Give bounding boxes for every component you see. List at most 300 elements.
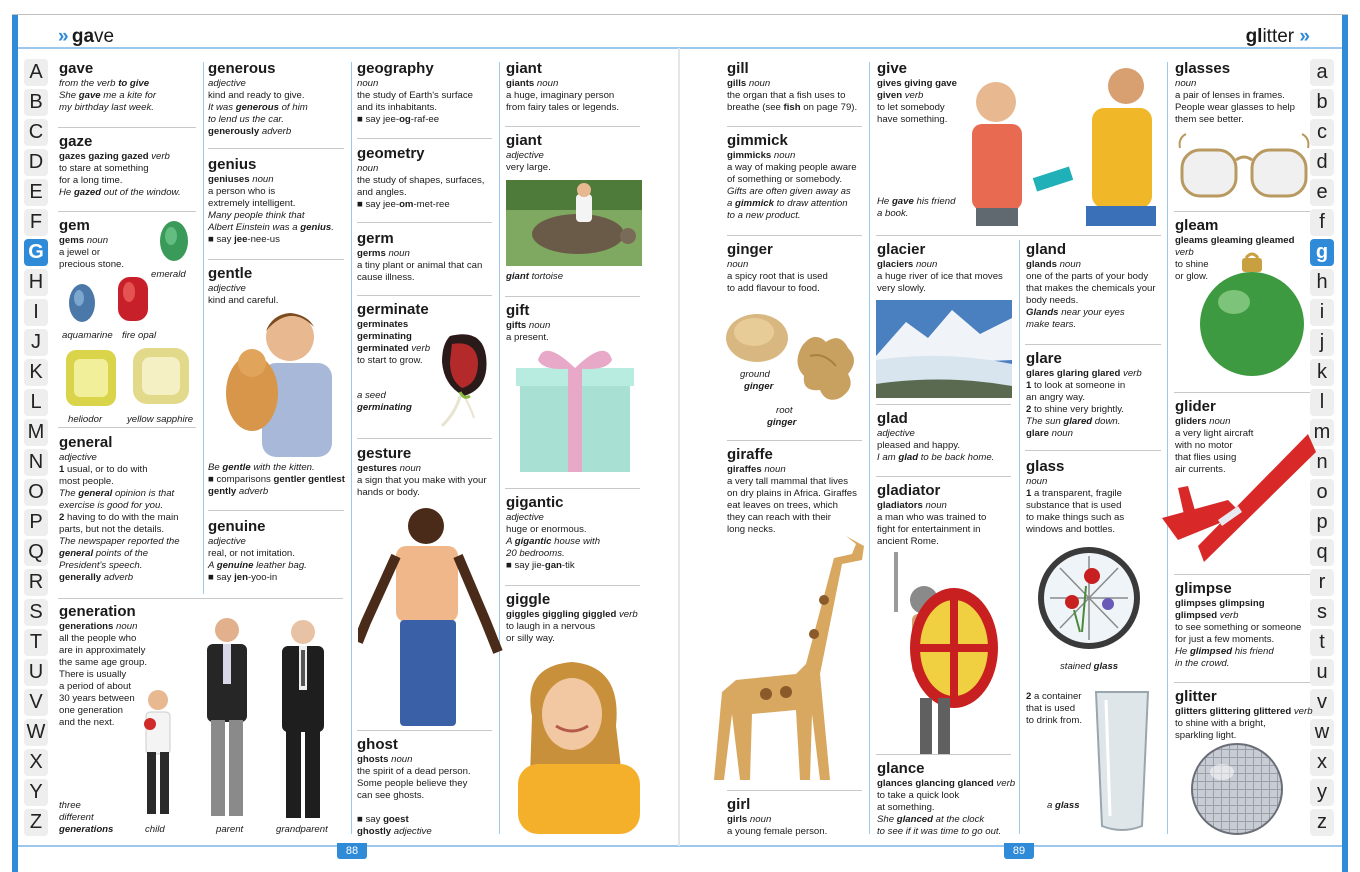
entry-giant-adjective bbox=[506, 133, 551, 174]
drinking-glass-image bbox=[1092, 688, 1152, 834]
definition-text: eat leaves on trees, which bbox=[727, 500, 838, 511]
guide-word-right-rest: itter bbox=[1262, 26, 1295, 47]
entry-divider bbox=[727, 126, 862, 127]
example-text: genuine bbox=[216, 560, 254, 571]
fire-opal-image bbox=[115, 274, 151, 324]
sense-number: 2 bbox=[1026, 691, 1032, 702]
definition-text: usual, or to do with bbox=[64, 464, 148, 475]
pronunciation: ■ say jee- bbox=[357, 199, 400, 210]
part-of-speech: noun bbox=[761, 464, 786, 475]
word-forms: gladiators bbox=[877, 500, 923, 511]
definition-text: on page 79). bbox=[800, 102, 858, 113]
definition-text: for a long time. bbox=[59, 175, 123, 186]
alphabet-tab-m[interactable]: M bbox=[24, 419, 48, 446]
definition-text: one of the parts of your body bbox=[1026, 271, 1149, 282]
part-of-speech: verb bbox=[1291, 706, 1313, 717]
derived-word: ghostly bbox=[357, 826, 392, 837]
guide-word-left-rest: ve bbox=[94, 26, 115, 47]
definition-text: a pair of lenses in frames. bbox=[1175, 90, 1285, 101]
emerald-image bbox=[157, 218, 191, 264]
alphabet-tab-r[interactable]: r bbox=[1310, 569, 1334, 596]
part-of-speech: verb bbox=[408, 343, 431, 354]
definition-text: to start to grow. bbox=[357, 355, 423, 366]
example-text: He bbox=[59, 187, 74, 198]
definition-text: and its inhabitants. bbox=[357, 102, 438, 113]
definition-text: a jewel or bbox=[59, 247, 101, 258]
cross-reference: fish bbox=[783, 102, 801, 113]
entry-divider bbox=[208, 259, 344, 260]
example-text: Glands bbox=[1026, 307, 1059, 318]
pronunciation: ■ say bbox=[357, 814, 384, 825]
part-of-speech: noun bbox=[397, 463, 422, 474]
definition-text: long necks. bbox=[727, 524, 776, 535]
page-number-right: 89 bbox=[1004, 843, 1034, 859]
definition-text: all the people who bbox=[59, 633, 137, 644]
headword: giant bbox=[506, 60, 542, 77]
alphabet-tab-q[interactable]: Q bbox=[24, 539, 48, 566]
definition-text: with no motor bbox=[1175, 440, 1233, 451]
alphabet-tab-w[interactable]: w bbox=[1310, 719, 1334, 746]
entry-glacier bbox=[877, 242, 1003, 295]
headword: geometry bbox=[357, 145, 425, 162]
caption-grandparent: grandparent bbox=[276, 824, 328, 835]
definition-text: that makes the chemicals your bbox=[1026, 283, 1156, 294]
sense-number: 1 bbox=[1026, 380, 1032, 391]
word-forms: germinating bbox=[357, 331, 412, 342]
alphabet-tab-s[interactable]: S bbox=[24, 599, 48, 626]
part-of-speech: adjective bbox=[391, 826, 432, 837]
definition-text: to drink from. bbox=[1026, 715, 1082, 726]
entry-divider bbox=[876, 476, 1011, 477]
part-of-speech: noun bbox=[357, 78, 379, 89]
example-text: glad bbox=[898, 452, 919, 463]
headword: germ bbox=[357, 230, 394, 247]
part-of-speech: noun bbox=[1048, 428, 1073, 439]
entry-divider bbox=[505, 488, 640, 489]
pronunciation: -tik bbox=[561, 560, 575, 571]
alphabet-tab-q[interactable]: q bbox=[1310, 539, 1334, 566]
entry-ginger bbox=[727, 242, 828, 295]
entry-divider bbox=[1174, 392, 1310, 393]
alphabet-tab-n[interactable]: n bbox=[1310, 449, 1334, 476]
entry-gem bbox=[59, 218, 124, 271]
gift-box-image bbox=[514, 342, 636, 476]
alphabet-tab-d[interactable]: D bbox=[24, 149, 48, 176]
example-text: glared bbox=[1063, 416, 1093, 427]
headword: giggle bbox=[506, 591, 551, 608]
definition-text: to stare at something bbox=[59, 163, 149, 174]
definition-text: a very light aircraft bbox=[1175, 428, 1254, 439]
definition-text: a transparent, fragile bbox=[1031, 488, 1123, 499]
alphabet-tab-o[interactable]: o bbox=[1310, 479, 1334, 506]
part-of-speech: noun bbox=[771, 150, 796, 161]
word-forms: gliders bbox=[1175, 416, 1207, 427]
part-of-speech: noun bbox=[747, 814, 772, 825]
alphabet-tab-t[interactable]: t bbox=[1310, 629, 1334, 656]
headword: gland bbox=[1026, 241, 1066, 258]
example-text: He bbox=[1175, 646, 1190, 657]
example-text: gazed bbox=[73, 187, 102, 198]
caption-yellow-sapphire: yellow sapphire bbox=[127, 414, 194, 425]
pronunciation: ■ say jie- bbox=[506, 560, 545, 571]
definition-text: for just a few moments. bbox=[1175, 634, 1275, 645]
part-of-speech: verb bbox=[148, 151, 170, 162]
alphabet-tab-y[interactable]: Y bbox=[24, 779, 48, 806]
headword: glare bbox=[1026, 350, 1062, 367]
part-of-speech: adjective bbox=[208, 78, 246, 89]
alphabet-tab-g[interactable]: g bbox=[1310, 239, 1334, 266]
example-text: house with bbox=[551, 536, 601, 547]
example-text: The bbox=[59, 488, 79, 499]
entry-divider bbox=[58, 127, 196, 128]
alphabet-tab-l[interactable]: l bbox=[1310, 389, 1334, 416]
caption-give: his friend bbox=[913, 196, 956, 207]
alphabet-tab-c[interactable]: C bbox=[24, 119, 48, 146]
alphabet-tab-i[interactable]: I bbox=[24, 299, 48, 326]
word-forms: given bbox=[877, 90, 903, 101]
caption-generations: different bbox=[59, 812, 94, 823]
caption-root-ginger: root bbox=[776, 405, 793, 416]
book-spine bbox=[678, 48, 680, 846]
sense-number: 1 bbox=[1026, 488, 1032, 499]
grammar-note: gentler gentlest bbox=[273, 474, 345, 485]
definition-text: to look at someone in bbox=[1031, 380, 1126, 391]
footer-rule bbox=[18, 845, 1342, 847]
part-of-speech: noun bbox=[746, 78, 771, 89]
entry-glasses bbox=[1175, 61, 1295, 126]
guide-word-right-bold: gl bbox=[1245, 26, 1263, 47]
example-text: exercise is good for you. bbox=[59, 500, 163, 511]
entry-give bbox=[877, 61, 957, 126]
pronunciation: om bbox=[399, 199, 414, 210]
word-forms: gems bbox=[59, 235, 85, 246]
part-of-speech: adverb bbox=[259, 126, 292, 137]
headword: giraffe bbox=[727, 446, 773, 463]
definition-text: of something or somebody. bbox=[727, 174, 843, 185]
definition-text: a very tall mammal that lives bbox=[727, 476, 849, 487]
alphabet-tab-g[interactable]: G bbox=[24, 239, 48, 266]
entry-geography bbox=[357, 61, 473, 126]
derived-word: glare bbox=[1026, 428, 1049, 439]
definition-text: at something. bbox=[877, 802, 935, 813]
pronunciation: ■ say bbox=[208, 234, 235, 245]
entry-gigantic bbox=[506, 495, 600, 572]
alphabet-tab-e[interactable]: e bbox=[1310, 179, 1334, 206]
derived-word: generally bbox=[59, 572, 102, 583]
example-text: my birthday last week. bbox=[59, 102, 154, 113]
example-text: to lend us the car. bbox=[208, 114, 284, 125]
alphabet-tab-a[interactable]: A bbox=[24, 59, 48, 86]
definition-text: substance that is used bbox=[1026, 500, 1122, 511]
definition-text: the organ that a fish uses to bbox=[727, 90, 846, 101]
alphabet-tab-f[interactable]: F bbox=[24, 209, 48, 236]
headword: glider bbox=[1175, 398, 1216, 415]
alphabet-tab-v[interactable]: v bbox=[1310, 689, 1334, 716]
glasses-image bbox=[1176, 130, 1312, 202]
part-of-speech: noun bbox=[84, 235, 109, 246]
definition-text: an angry way. bbox=[1026, 392, 1086, 403]
example-text: 20 bedrooms. bbox=[506, 548, 565, 559]
entry-divider bbox=[505, 296, 640, 297]
alphabet-tab-h[interactable]: h bbox=[1310, 269, 1334, 296]
alphabet-tab-b[interactable]: b bbox=[1310, 89, 1334, 116]
guide-word-left-bold: ga bbox=[71, 26, 95, 47]
definition-text: to give bbox=[118, 78, 150, 89]
example-text: The sun bbox=[1026, 416, 1064, 427]
entry-gift bbox=[506, 303, 550, 344]
alphabet-tab-x[interactable]: X bbox=[24, 749, 48, 776]
grammar-note: ■ comparisons bbox=[208, 474, 274, 485]
entry-glimpse bbox=[1175, 581, 1301, 670]
part-of-speech: noun bbox=[113, 621, 138, 632]
alphabet-tab-l[interactable]: L bbox=[24, 389, 48, 416]
boys-giving-gift-image bbox=[966, 64, 1160, 226]
entry-girl bbox=[727, 797, 827, 838]
part-of-speech: noun bbox=[1175, 78, 1197, 89]
entry-general bbox=[59, 435, 180, 584]
part-of-speech: noun bbox=[249, 174, 274, 185]
entry-gladiator bbox=[877, 483, 986, 548]
alphabet-tab-n[interactable]: N bbox=[24, 449, 48, 476]
pronunciation: jee bbox=[234, 234, 248, 245]
entry-divider bbox=[357, 295, 492, 296]
headword: gleam bbox=[1175, 217, 1219, 234]
word-forms: gifts bbox=[506, 320, 527, 331]
boy-with-kitten-image bbox=[212, 305, 342, 457]
alphabet-tab-u[interactable]: u bbox=[1310, 659, 1334, 686]
alphabet-tab-k[interactable]: K bbox=[24, 359, 48, 386]
top-border bbox=[12, 14, 1348, 15]
word-forms: germs bbox=[357, 248, 386, 259]
part-of-speech: verb bbox=[1175, 247, 1194, 258]
definition-text: to shine with a bright, bbox=[1175, 718, 1266, 729]
example-text: a bbox=[727, 198, 736, 209]
alphabet-tab-o[interactable]: O bbox=[24, 479, 48, 506]
definition-text: a sign that you make with your bbox=[357, 475, 487, 486]
example-text: leather bag. bbox=[253, 560, 307, 571]
alphabet-tab-u[interactable]: U bbox=[24, 659, 48, 686]
definition-text: to take a quick look bbox=[877, 790, 960, 801]
word-forms: gestures bbox=[357, 463, 397, 474]
example-text: Many people think that bbox=[208, 210, 305, 221]
alphabet-tab-z[interactable]: z bbox=[1310, 809, 1334, 836]
headword: generous bbox=[208, 60, 276, 77]
definition-text: kind and ready to give. bbox=[208, 90, 305, 101]
alphabet-tab-t[interactable]: T bbox=[24, 629, 48, 656]
part-of-speech: verb bbox=[1217, 610, 1239, 621]
definition-text: hands or body. bbox=[357, 487, 420, 498]
headword: gimmick bbox=[727, 132, 788, 149]
headword: germinate bbox=[357, 301, 429, 318]
word-forms: glands bbox=[1026, 259, 1057, 270]
headword: glimpse bbox=[1175, 580, 1232, 597]
headword: gem bbox=[59, 217, 90, 234]
alphabet-tab-i[interactable]: i bbox=[1310, 299, 1334, 326]
column-separator bbox=[203, 62, 204, 594]
example-text: A bbox=[208, 560, 217, 571]
entry-glitter bbox=[1175, 689, 1313, 742]
definition-text: to shine very brightly. bbox=[1031, 404, 1124, 415]
entry-gaze bbox=[59, 134, 181, 199]
example-text: Be bbox=[208, 462, 223, 473]
pronunciation: ■ say jee- bbox=[357, 114, 400, 125]
column-separator bbox=[1019, 240, 1020, 834]
alphabet-tab-j[interactable]: j bbox=[1310, 329, 1334, 356]
entry-divider bbox=[58, 211, 196, 212]
caption-give: gave bbox=[891, 196, 914, 207]
definition-text: kind and careful. bbox=[208, 295, 279, 306]
alphabet-tab-x[interactable]: x bbox=[1310, 749, 1334, 776]
definition-text: a period of about bbox=[59, 681, 132, 692]
entry-divider bbox=[357, 138, 492, 139]
headword: gift bbox=[506, 302, 530, 319]
definition-text: to make things such as bbox=[1026, 512, 1125, 523]
example-text: down. bbox=[1092, 416, 1121, 427]
headword: ginger bbox=[727, 241, 773, 258]
headword: gesture bbox=[357, 445, 412, 462]
caption-giant-tortoise: tortoise bbox=[528, 271, 564, 282]
definition-text: a spicy root that is used bbox=[727, 271, 828, 282]
definition-text: to add flavour to food. bbox=[727, 283, 820, 294]
heliodor-image bbox=[63, 347, 119, 409]
entry-divider bbox=[357, 438, 492, 439]
entry-divider bbox=[727, 790, 862, 791]
definition-text: a huge, imaginary person bbox=[506, 90, 615, 101]
entry-divider bbox=[1174, 682, 1310, 683]
entry-giggle bbox=[506, 592, 638, 645]
headword: genuine bbox=[208, 518, 266, 535]
alphabet-tab-f[interactable]: f bbox=[1310, 209, 1334, 236]
alphabet-tab-s[interactable]: s bbox=[1310, 599, 1334, 626]
headword: gave bbox=[59, 60, 94, 77]
headword: glad bbox=[877, 410, 908, 427]
headword: genius bbox=[208, 156, 257, 173]
example-text: to see if it was time to go out. bbox=[877, 826, 1002, 837]
example-text: gigantic bbox=[514, 536, 552, 547]
alphabet-tab-j[interactable]: J bbox=[24, 329, 48, 356]
definition-text: precious stone. bbox=[59, 259, 125, 270]
pronunciation: -yoo-in bbox=[247, 572, 278, 583]
headword: gaze bbox=[59, 133, 93, 150]
example-text: to a new product. bbox=[727, 210, 801, 221]
alphabet-tab-h[interactable]: H bbox=[24, 269, 48, 296]
yellow-sapphire-image bbox=[130, 345, 192, 407]
parent-image bbox=[195, 614, 259, 822]
example-text: A bbox=[506, 536, 515, 547]
alphabet-tab-c[interactable]: c bbox=[1310, 119, 1334, 146]
example-text: glanced bbox=[896, 814, 934, 825]
headword: glasses bbox=[1175, 60, 1231, 77]
alphabet-tab-a[interactable]: a bbox=[1310, 59, 1334, 86]
word-forms: girls bbox=[727, 814, 748, 825]
definition-text: having to do with the main bbox=[64, 512, 179, 523]
caption-fire-opal: fire opal bbox=[122, 330, 157, 341]
entry-ghost bbox=[357, 737, 471, 838]
alphabet-tab-p[interactable]: p bbox=[1310, 509, 1334, 536]
caption-generations: three bbox=[59, 800, 81, 811]
headword: giant bbox=[506, 132, 542, 149]
chevron-right-icon: » bbox=[58, 26, 67, 47]
caption-give: He bbox=[877, 196, 892, 207]
alphabet-tab-d[interactable]: d bbox=[1310, 149, 1334, 176]
word-forms: germinated bbox=[357, 343, 409, 354]
definition-text: from fairy tales or legends. bbox=[506, 102, 620, 113]
part-of-speech: adjective bbox=[506, 512, 544, 523]
word-forms: gazes gazing gazed bbox=[59, 151, 149, 162]
part-of-speech: adjective bbox=[208, 283, 246, 294]
part-of-speech: adjective bbox=[208, 536, 246, 547]
pronunciation: jen bbox=[234, 572, 248, 583]
definition-text: huge or enormous. bbox=[506, 524, 587, 535]
part-of-speech: noun bbox=[526, 320, 551, 331]
derived-word: gently bbox=[208, 486, 237, 497]
definition-text: the study of Earth's surface bbox=[357, 90, 473, 101]
example-text: make tears. bbox=[1026, 319, 1077, 330]
caption-giant-tortoise: giant bbox=[506, 271, 529, 282]
alphabet-tab-v[interactable]: V bbox=[24, 689, 48, 716]
alphabet-tab-r[interactable]: R bbox=[24, 569, 48, 596]
example-text: out of the window. bbox=[101, 187, 181, 198]
headword: gill bbox=[727, 60, 749, 77]
definition-text: or silly way. bbox=[506, 633, 555, 644]
alphabet-tab-y[interactable]: y bbox=[1310, 779, 1334, 806]
part-of-speech: noun bbox=[388, 754, 413, 765]
definition-text: Some people believe they bbox=[357, 778, 468, 789]
part-of-speech: adjective bbox=[506, 150, 544, 161]
entry-divider bbox=[727, 440, 862, 441]
caption-glass: glass bbox=[1055, 800, 1080, 811]
definition-text: ancient Rome. bbox=[877, 536, 939, 547]
entry-divider bbox=[505, 585, 640, 586]
part-of-speech: noun bbox=[1206, 416, 1231, 427]
entry-gill bbox=[727, 61, 857, 114]
alphabet-tab-m[interactable]: m bbox=[1310, 419, 1334, 446]
headword: gentle bbox=[208, 265, 253, 282]
definition-text: to see something or someone bbox=[1175, 622, 1302, 633]
caption-give: a book. bbox=[877, 208, 909, 219]
example-text: Albert Einstein was a bbox=[208, 222, 301, 233]
guide-word-right bbox=[1246, 26, 1308, 48]
entry-generation bbox=[59, 604, 147, 729]
example-text: gave bbox=[78, 90, 101, 101]
alphabet-tab-z[interactable]: Z bbox=[24, 809, 48, 836]
caption-emerald: emerald bbox=[151, 269, 186, 280]
alphabet-tab-w[interactable]: W bbox=[24, 719, 48, 746]
pronunciation: og bbox=[399, 114, 411, 125]
entry-germ bbox=[357, 231, 482, 284]
ground-ginger-image bbox=[724, 302, 790, 366]
entry-glass bbox=[1026, 459, 1124, 536]
derived-word: generously bbox=[208, 126, 260, 137]
caption-root-ginger: ginger bbox=[767, 417, 797, 428]
entry-divider bbox=[357, 222, 492, 223]
disco-ball-image bbox=[1190, 742, 1284, 836]
alphabet-tab-e[interactable]: E bbox=[24, 179, 48, 206]
example-text: near your eyes bbox=[1058, 307, 1125, 318]
example-text: generous bbox=[235, 102, 279, 113]
example-text: to draw attention bbox=[773, 198, 848, 209]
example-text: genius bbox=[300, 222, 332, 233]
definition-text: a young female person. bbox=[727, 826, 828, 837]
alphabet-tab-k[interactable]: k bbox=[1310, 359, 1334, 386]
example-text: opinion is that bbox=[112, 488, 175, 499]
alphabet-tab-p[interactable]: P bbox=[24, 509, 48, 536]
alphabet-tab-b[interactable]: B bbox=[24, 89, 48, 116]
entry-divider bbox=[208, 510, 344, 511]
entry-divider bbox=[357, 730, 492, 731]
word-forms: ghosts bbox=[357, 754, 389, 765]
definition-text: can see ghosts. bbox=[357, 790, 425, 801]
